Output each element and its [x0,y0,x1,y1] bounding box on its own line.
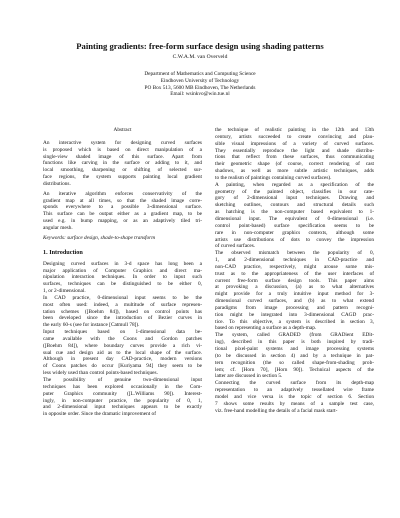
affiliation-line: Eindhoven University of Technology [160,77,240,84]
text-line: and 2-dimensional input techniques appears to be exactly [43,404,202,411]
email-line: Email: wsinkvo@win.tue.nl [170,91,230,98]
text-line: latter are discussed in section 5. [215,373,283,380]
text-line: rare in non-computer graphics contexts, although some [215,229,374,236]
body-paragraph-5 [215,380,374,414]
text-line: representation to an adaptively tessellated wire frame [215,387,374,394]
text-line: as hatching is the non-computer based equivalent to 1- [215,209,374,216]
intro-paragraph-2 [43,295,202,329]
right-column [215,127,374,414]
text-line: 7 shows some results by means of a sample test case, [215,400,374,407]
text-line: century, artists succeeded to create convincing and plau- [215,133,374,140]
text-line: A painting, when regarded as a specification of the [215,181,374,188]
text-line: might provide for a truly intuitive input method for 3- [215,291,374,298]
text-line: sponds everywhere to a possible 3-dimensional surface. [43,204,202,211]
text-line: puter Graphics community ([L.Williams 90]). Interest- [43,390,202,397]
text-line: tional pixel-paint systems and image processing systems [215,346,374,352]
text-line: current free-form surface design tools. This paper aims [215,277,374,284]
intro-paragraph-3 [43,329,202,377]
text-line: of curved surfaces. [215,243,256,250]
text-line: used e.g. in bump mapping, or as an adaptively tiled tri- [43,218,202,225]
text-line: gory of 2-dimensional input techniques. Drawing and [215,195,374,202]
section-heading-introduction: 1. Introduction [43,248,83,256]
text-line: tice. To this objective, a system is described in section 3, [215,318,374,325]
keywords: Keywords: surface design, shade-to-shape transform [43,234,156,241]
text-line: nipulation interaction techniques. In order to input such [43,274,202,281]
intro-paragraph-1 [43,261,202,295]
text-line: This surface can be output either as a gradient map, to be [43,211,202,218]
text-line: The possibility of genuine two-dimensional input [43,377,202,383]
affiliation-line: PO Box 513, 5600 MB Eindhoven, The Netherlands [144,84,256,91]
body-paragraph-4 [215,332,374,380]
text-line: less widely used than control points-based techniques. [43,370,158,377]
text-line: the technique of realistic painting in the 12th and 13th [215,127,374,133]
intro-paragraph-4 [43,377,202,418]
text-line: 1, or 2-dimensional. [43,288,86,295]
text-line: tions that reflect from these surfaces, thus communicating [215,154,374,161]
text-line: tion might be integrated into 3-dimensional CAGD prac- [215,311,374,318]
text-line: In CAD practice, 0-dimensional input seems to be the [43,294,202,301]
text-line: 1, and 2-dimensional techniques in CAD-practice and [215,257,374,264]
text-line: non-CAD practice, respectively, might arouse some mis- [215,263,374,270]
text-line: artists use distributions of dots to convey the impression [215,236,374,243]
text-line: distributions. [43,180,71,187]
text-line: viz. free-hand modelling the details of a facial mask start- [215,407,338,414]
text-line: angular mesh. [43,224,73,231]
text-line: (to be discussed in section 4) and by a technique in pat- [215,352,374,359]
text-line: local smoothing, sharpening or shifting of selected sur- [43,167,202,174]
abstract-paragraph-1 [43,140,202,188]
text-line: The observed mismatch between the popularity of 0, [215,250,374,257]
text-line: Connecting the curved surface from its depth-map [215,380,374,387]
text-line: sual cue and design aid as to the local shape of the surface. [43,349,202,356]
text-line: control point-based) surface specification seems to be [215,222,374,229]
text-line: of Coons patches do occur [Kuriyama 94] they seem to be [43,363,202,370]
text-line: sible visual impressions of a variety of curved surfaces. [215,140,374,147]
left-column [43,127,202,418]
text-line: is proposed which is based on direct manipulation of a [43,146,202,153]
text-line: dimensional curved surfaces, and (b) as to what extend [215,298,374,305]
paper-title: Painting gradients: free-form surface design using shading patterns [76,41,324,51]
text-line: sketching outlines, contours and structural details such [215,202,374,209]
text-line: Designing curved surfaces in 3-d space has long been a [43,260,202,267]
text-line: model and vice versa is the topic of section 6. Section [215,393,374,400]
text-line: came available with the Coons and Gordon patches [43,335,202,342]
text-line: The system, called GRADED (from GRADient EDit- [215,332,374,339]
text-line: tern recognition (the so called shape-from-shading prob- [215,359,374,366]
text-line: single-view shaded image of this surface. Apart from [43,153,202,160]
body-paragraph-1 [215,127,374,182]
text-line: geometry of the painted object, classifies in our cate- [215,188,374,195]
text-line: trust as to the appropriateness of the user interfaces of [215,270,374,277]
text-line: to the realism of paintings containing curved surfaces). [215,174,332,181]
text-line: An iterative algorithm enforces conservativity of the [43,190,202,197]
text-line: surfaces, techniques can be distinguished to be either 0, [43,281,202,288]
text-line: in opposite order. Since the dramatic improvement of [43,411,156,418]
text-line: been developed since the introduction of Bezier curves in [43,315,202,322]
text-line: gradient map at all times, so that the shaded image corre- [43,197,202,204]
text-line: based on representing a surface as a depth-map. [215,325,317,332]
text-line: their geometric shape (of course, correct rendering of cast [215,161,374,168]
text-line: techniques has been explored occasionally in the Com- [43,383,202,390]
text-line: Input techniques based on 1-dimensional data be- [43,329,202,336]
text-line: shadows, as well as more subtle artistic techniques, adds [215,168,374,175]
abstract-heading: Abstract [113,127,132,133]
text-line: most often used: indeed, a multitude of surface represen- [43,301,202,308]
text-line: Although in present day CAD-practice, modern versions [43,356,202,363]
text-line: major application of Computer Graphics and direct ma- [43,267,202,274]
author-name: C.W.A.M. van Overveld [172,54,228,60]
affiliation-line: Department of Mathematics and Computing Science [144,71,256,77]
text-line: tation schemes ([Boehm 84]), based on control points has [43,308,202,315]
text-line: lem; cf. [Horn 70], [Horn 90]). Technical aspects of the [215,366,374,373]
text-line: An interactive system for designing curved surfaces [43,139,202,146]
text-line: paradigms from image processing and pattern recogni- [215,304,374,311]
body-paragraph-3 [215,250,374,332]
text-line: dimensional input. The equivalent of 0-dimensional (i.e. [215,215,374,222]
text-line: face regions, the system supports painting local gradient [43,174,202,181]
text-line: at provoking a discussion, (a) as to what alternatives [215,284,374,291]
text-line: ing), described in this paper is both inspired by tradi- [215,339,374,346]
affiliation-block [0,71,400,98]
text-line: functions like carving in the surface or adding to it, and [43,160,202,167]
text-line: the early 60-s (see for instance [Catmull 78]). [43,322,140,329]
text-line: They essentially reproduce the light and shade distribu- [215,147,374,154]
text-line: ([Boehm 84]), where boundary curves provide a rich vi- [43,342,202,349]
text-line: ingly, in non-computer practice, the popularity of 0, 1, [43,397,202,404]
abstract-paragraph-2 [43,191,202,232]
body-paragraph-2 [215,182,374,250]
